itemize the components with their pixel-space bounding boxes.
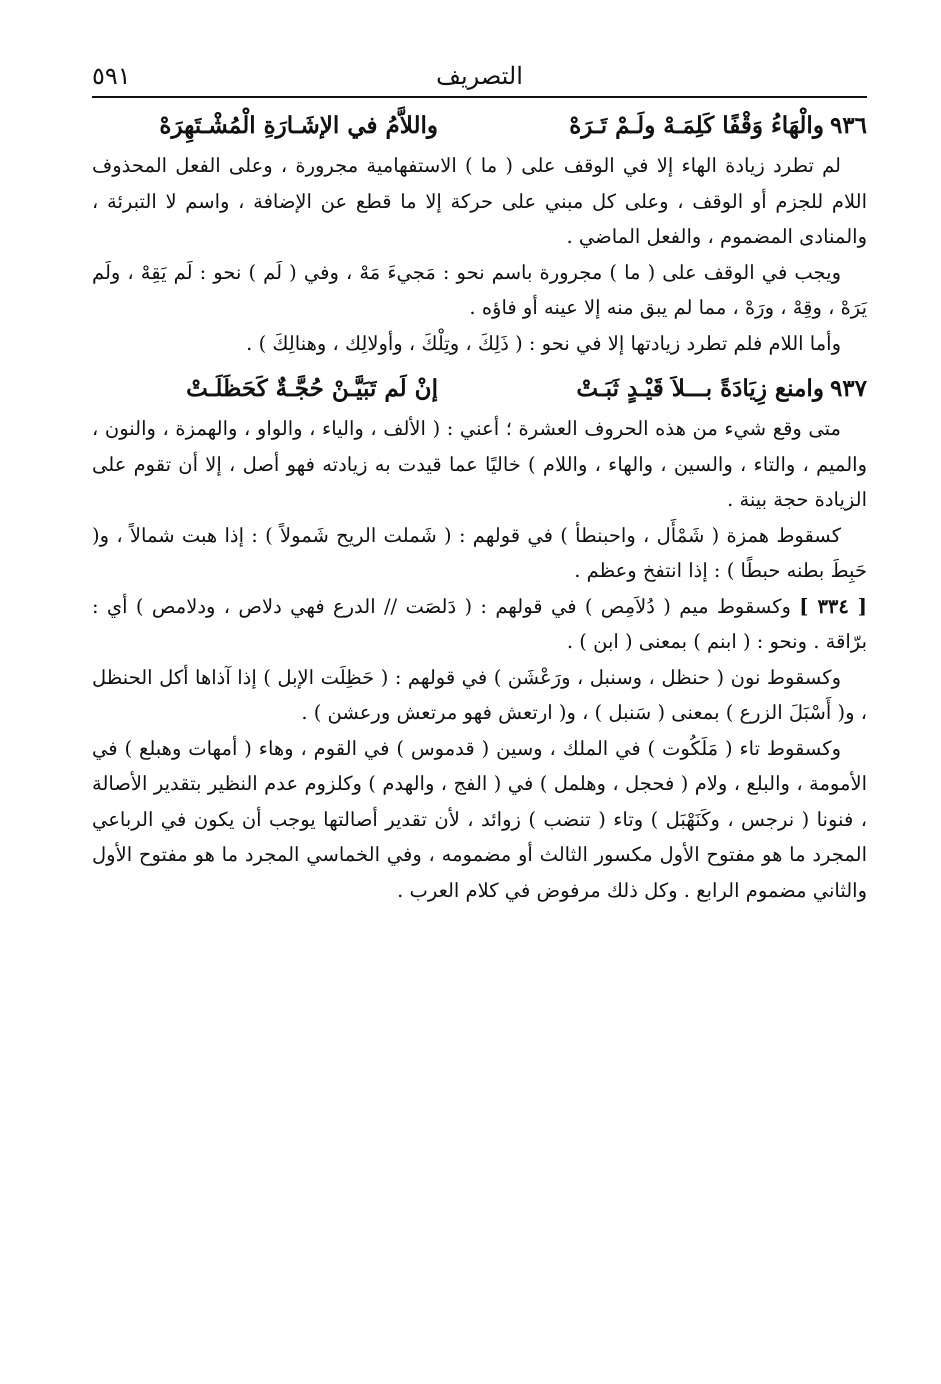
page-title: التصريف (436, 62, 523, 90)
commentary-paragraph: وأما اللام فلم تطرد زيادتها إلا في نحو : ( ذَلِكَ ، وتِلْكَ ، وأولالِك ، وهنالِكَ ) . (246, 331, 841, 355)
verse-hemistich-second: واللاَّمُ في الإشَـارَةِ الْمُشْـتَهِرَهْ (159, 112, 438, 139)
verse-number: ٩٣٧ (829, 375, 867, 402)
page (92, 56, 867, 908)
commentary-paragraph-text: وكسقوط ميم ( دُلاَمِص ) في قولهم : ( دَلصَت // الدرع فهي دلاص ، ودلامص ) أي : برّاقة . ونحو : ( ابنم ) بمعنى ( ابن ) . (92, 594, 867, 653)
page-reference-marker: [ ٣٣٤ ] (799, 594, 868, 618)
verse-hemistich-second: إنْ لَم تَبَيَّـنْ حُجَّـةٌ كَحَظَلَـتْ (186, 375, 438, 402)
commentary-paragraph: ويجب في الوقف على ( ما ) مجرورة باسم نحو : مَجيءَ مَهْ ، وفي ( لَم ) نحو : لَم يَقِهْ ، ولَم يَرَهْ ، وقِهْ ، ورَهْ ، مما لم يبق منه إلا عينه أو فاؤه . (92, 260, 867, 319)
commentary-paragraph: وكسقوط نون ( حنظل ، وسنبل ، ورَعْشَن ) في قولهم : ( حَظِلَت الإبل ) إذا آذاها أكل الحنظل ، و( أَسْبَلَ الزرع ) بمعنى ( سَنبل ) ، و( ارتعش فهو مرتعش ورعشن ) . (92, 665, 867, 724)
page-number: ٥٩١ (92, 62, 131, 90)
commentary-paragraph: لم تطرد زيادة الهاء إلا في الوقف على ( ما ) الاستفهامية مجرورة ، وعلى الفعل المحذوف اللام للجزم أو الوقف ، وعلى كل مبني على حركة إلا ما قطع عن الإضافة ، واسم لا التبرئة ، والمنادى المضموم ، والفعل الماضي . (92, 154, 867, 248)
commentary-paragraph (92, 589, 867, 660)
page-header (92, 56, 867, 98)
commentary-paragraph: متى وقع شيء من هذه الحروف العشرة ؛ أعني : ( الألف ، والياء ، والواو ، والهمزة ، والنون ، والميم ، والتاء ، والسين ، والهاء ، واللام ) خاليًا عما قيدت به زيادته فهو أصل ، إلا أن تقوم على الزيادة حجة بينة . (92, 417, 867, 511)
verse-937 (92, 367, 867, 411)
verse-hemistich-first: وامنع زِيَادَةً بـــلاَ قَيْـدٍ ثَبَـتْ (576, 375, 824, 402)
verse-number: ٩٣٦ (829, 112, 867, 139)
commentary-paragraph: وكسقوط تاء ( مَلَكُوت ) في الملك ، وسين ( قدموس ) في القوم ، وهاء ( أمهات وهبلع ) في الأمومة ، والبلع ، ولام ( فحجل ، وهلمل ) في ( الفج ، والهدم ) وكلزوم عدم النظير بتقدير الأصالة ، فنونا ( نرجس ، وكَنَهْبَل ) وتاء ( تنضب ) زوائد ، لأن تقدير أصالتها يوجب أن يكون في الرباعي المجرد ما هو مفتوح الأول مكسور الثالث أو مضمومه ، وفي الخماسي المجرد ما هو مفتوح الأول والثاني مضموم الرابع . وكل ذلك مرفوض في كلام العرب . (92, 736, 867, 902)
verse-hemistich-first: والْهَاءُ وَقْفًا كَلِمَـهْ ولَـمْ تَـرَهْ (569, 112, 824, 139)
commentary-paragraph: كسقوط همزة ( شَمْأَل ، واحبنطأ ) في قولهم : ( شَملت الريح شَمولاً ) : إذا هبت شمالاً ، و( حَبِطَ بطنه حبطًا ) : إذا انتفخ وعظم . (92, 523, 867, 582)
verse-936 (92, 104, 867, 148)
